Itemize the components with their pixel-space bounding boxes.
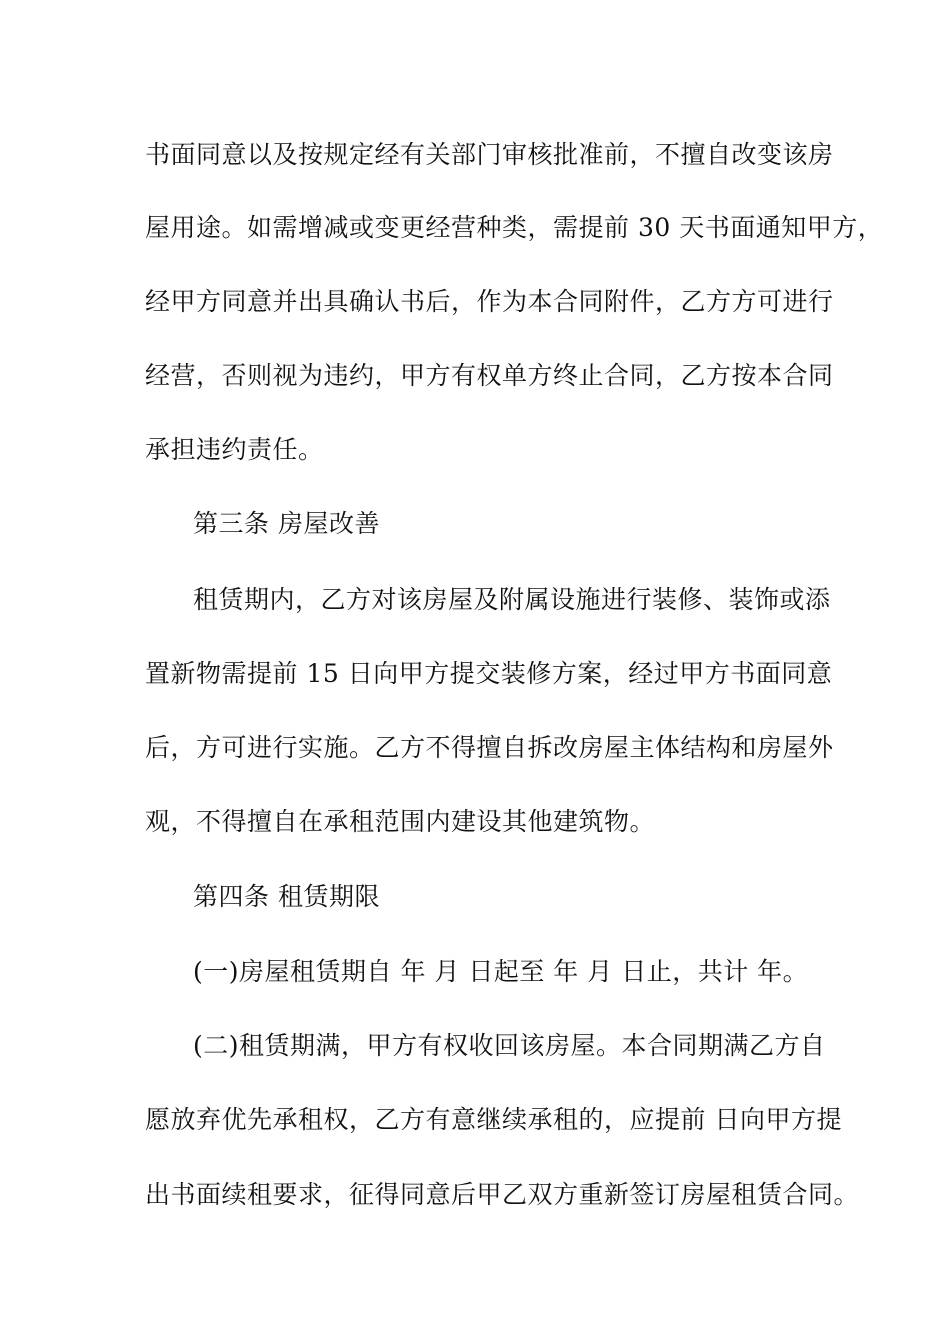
section-heading: 第三条 房屋改善 (193, 509, 380, 538)
paragraph-line: 观，不得擅自在承租范围内建设其他建筑物。 (145, 807, 656, 836)
paragraph-line: 承担违约责任。 (145, 435, 324, 464)
paragraph-line: 经营，否则视为违约，甲方有权单方终止合同，乙方按本合同 (145, 361, 834, 390)
paragraph-line: 书面同意以及按规定经有关部门审核批准前，不擅自改变该房 (145, 140, 834, 169)
paragraph-line: (二)租赁期满，甲方有权收回该房屋。本合同期满乙方自 (193, 1031, 826, 1060)
paragraph-line: 租赁期内，乙方对该房屋及附属设施进行装修、装饰或添 (193, 585, 831, 614)
paragraph-line: 出书面续租要求，征得同意后甲乙双方重新签订房屋租赁合同。 (145, 1180, 860, 1209)
paragraph-line: 愿放弃优先承租权，乙方有意继续承租的，应提前 日向甲方提 (145, 1105, 842, 1134)
paragraph-line: 屋用途。如需增减或变更经营种类，需提前 30 天书面通知甲方， (145, 213, 884, 242)
section-heading: 第四条 租赁期限 (193, 882, 380, 911)
paragraph-line: 经甲方同意并出具确认书后，作为本合同附件，乙方方可进行 (145, 287, 834, 316)
paragraph-line: 后，方可进行实施。乙方不得擅自拆改房屋主体结构和房屋外 (145, 733, 834, 762)
paragraph-line: (一)房屋租赁期自 年 月 日起至 年 月 日止，共计 年。 (193, 957, 809, 986)
paragraph-line: 置新物需提前 15 日向甲方提交装修方案，经过甲方书面同意 (145, 659, 833, 688)
